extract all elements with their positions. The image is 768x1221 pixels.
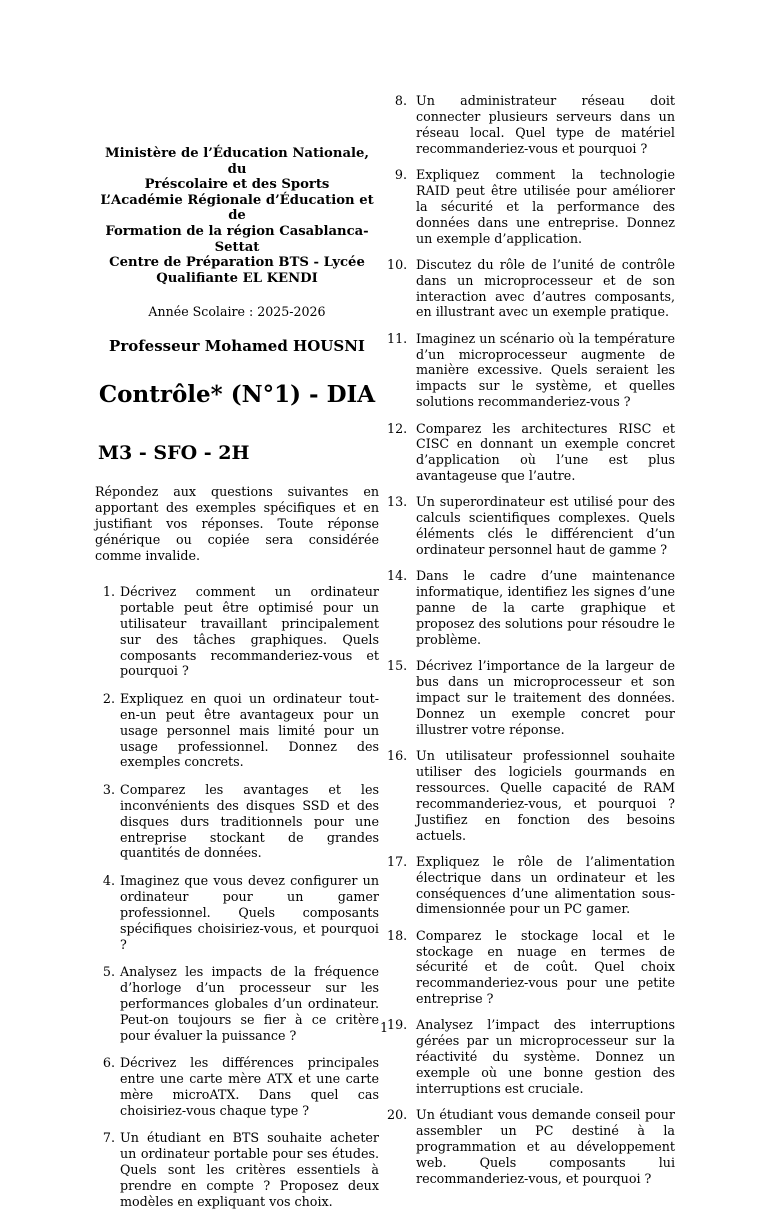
question-item	[391, 93, 675, 157]
question-number: 2.	[102, 690, 115, 706]
question-number: 5.	[102, 963, 115, 979]
question-text: Un superordinateur est utilisé pour des calculs scientifiques complexes. Quels éléments clés le différencient d’un ordinateur personnel haut de gamme ?	[416, 494, 675, 558]
question-text: Un administrateur réseau doit connecter plusieurs serveurs dans un réseau local. Quel type de matériel recommanderiez-vous et pourquoi ?	[416, 93, 675, 156]
question-number: 16.	[387, 748, 408, 763]
question-item	[391, 167, 675, 247]
question-number: 4.	[102, 872, 115, 888]
question-item	[387, 853, 675, 918]
question-number: 17.	[387, 853, 408, 869]
question-text: Comparez les architectures RISC et CISC en donnant un exemple concret d’application où l’une est plus avantageuse que l’autre.	[416, 420, 675, 484]
question-number: 20.	[387, 1107, 408, 1123]
question-item	[387, 748, 675, 843]
question-item	[387, 256, 675, 321]
page-number: 1	[379, 1020, 389, 1035]
question-item	[387, 568, 675, 648]
question-text: Un étudiant en BTS souhaite acheter un ordinateur portable pour ses études. Quels sont les critères essentiels à prendre en compte ? Proposez deux modèles en expliquant vos choix.	[120, 1130, 379, 1209]
question-number: 1.	[102, 583, 115, 599]
question-text: Analysez les impacts de la fréquence d’horloge d’un processeur sur les performances globales d’un ordinateur. Peut-on toujours se fier à ce critère pour évaluer la puissance ?	[120, 963, 379, 1043]
question-text: Expliquez le rôle de l’alimentation électrique dans un ordinateur et les conséquences d’une alimentation sous-dimensionnée pour un PC gamer.	[416, 853, 675, 917]
question-text: Comparez les avantages et les inconvénients des disques SSD et des disques durs traditionnels pour une entreprise stockant de grandes quantités de données.	[120, 781, 379, 861]
question-number: 3.	[102, 781, 115, 797]
header-line: L’Académie Régionale d’Éducation et de	[100, 192, 374, 224]
question-item	[387, 330, 675, 411]
question-item	[95, 1055, 379, 1119]
question-text: Dans le cadre d’une maintenance informatique, identifiez les signes d’une panne de la carte graphique et proposez des solutions pour résoudre le problème.	[416, 568, 675, 647]
school-year: Année Scolaire : 2025-2026	[148, 304, 326, 320]
header-line: Ministère de l’Éducation Nationale, du	[105, 146, 369, 177]
question-number: 11.	[387, 330, 408, 346]
question-number: 8.	[394, 93, 407, 108]
header-line: Formation de la région Casablanca-Settat	[105, 223, 369, 255]
question-text: Comparez le stockage local et le stockage en nuage en termes de sécurité et de coût. Quel choix recommanderiez-vous pour une petite entreprise ?	[416, 927, 675, 1007]
question-text: Un utilisateur professionnel souhaite utiliser des logiciels gourmands en ressources. Quelle capacité de RAM recommanderiez-vous, et pourquoi ? Justifiez en fonction des besoins actuels.	[416, 748, 675, 843]
professor-name: Professeur Mohamed HOUSNI	[109, 337, 365, 356]
instructions: Répondez aux questions suivantes en apportant des exemples spécifiques et en justifiant vos réponses. Toute réponse générique ou copiée sera considérée comme invalide.	[95, 484, 379, 563]
question-text: Discutez du rôle de l’unité de contrôle dans un microprocesseur et de son interaction avec d’autres composants, en illustrant avec un exemple pratique.	[416, 256, 675, 320]
question-item	[387, 1107, 675, 1187]
question-item	[95, 584, 379, 679]
question-number: 7.	[102, 1130, 115, 1146]
question-item	[387, 494, 675, 558]
question-text: Imaginez que vous devez configurer un ordinateur pour un gamer professionnel. Quels composants spécifiques choisiriez-vous, et pourquoi ?	[120, 872, 379, 952]
question-item	[387, 927, 675, 1008]
question-item	[95, 873, 379, 953]
question-text: Décrivez l’importance de la largeur de bus dans un microprocesseur et son impact sur le traitement des données. Donnez un exemple concret pour illustrer votre réponse.	[416, 658, 675, 737]
header-line: Qualifiante EL KENDI	[156, 270, 318, 286]
header-line: Préscolaire et des Sports	[144, 177, 330, 193]
question-text: Imaginez un scénario où la température d’un microprocesseur augmente de manière excessive. Quels seraient les impacts sur le système, et quelles solutions recommanderiez-vous ?	[416, 330, 675, 410]
question-text: Analysez l’impact des interruptions gérées par un microprocesseur sur la réactivité du système. Donnez un exemple où une bonne gestion des interruptions est cruciale.	[416, 1017, 675, 1097]
question-item	[387, 420, 675, 485]
question-number: 12.	[387, 420, 408, 436]
question-text: Expliquez comment la technologie RAID peut être utilisée pour améliorer la sécurité et la performance des données dans une entreprise. Donnez un exemple d’application.	[416, 166, 675, 246]
header-line: Centre de Préparation BTS - Lycée	[109, 255, 365, 271]
question-number: 6.	[102, 1054, 115, 1070]
exam-title: Contrôle* (N°1) - DIA	[98, 381, 376, 409]
question-number: 19.	[387, 1017, 408, 1033]
question-text: Décrivez les différences principales entre une carte mère ATX et une carte mère microATX. Dans quel cas choisiriez-vous chaque type ?	[120, 1054, 379, 1118]
left-column	[95, 146, 379, 1221]
exam-subtitle: M3 - SFO - 2H	[98, 442, 250, 465]
question-number: 14.	[387, 568, 408, 584]
question-list-left	[95, 584, 379, 1210]
question-number: 10.	[387, 256, 408, 272]
question-number: 9.	[394, 166, 407, 182]
question-item	[95, 782, 379, 862]
question-text: Décrivez comment un ordinateur portable peut être optimisé pour un utilisateur travaillant principalement sur des tâches graphiques. Quels composants recommanderiez-vous et pourquoi ?	[120, 583, 379, 679]
question-number: 15.	[387, 658, 408, 674]
question-text: Un étudiant vous demande conseil pour assembler un PC destiné à la programmation et au développement web. Quels composants lui recommanderiez-vous, et pourquoi ?	[416, 1107, 675, 1186]
question-number: 13.	[387, 494, 408, 510]
institution-header	[95, 146, 379, 286]
question-item	[95, 691, 379, 771]
question-item	[387, 658, 675, 738]
question-text: Expliquez en quoi un ordinateur tout-en-un peut être avantageux pour un usage personnel mais limité pour un usage professionnel. Donnez des exemples concrets.	[120, 690, 379, 770]
question-number: 18.	[387, 927, 408, 943]
question-item	[95, 1130, 379, 1210]
